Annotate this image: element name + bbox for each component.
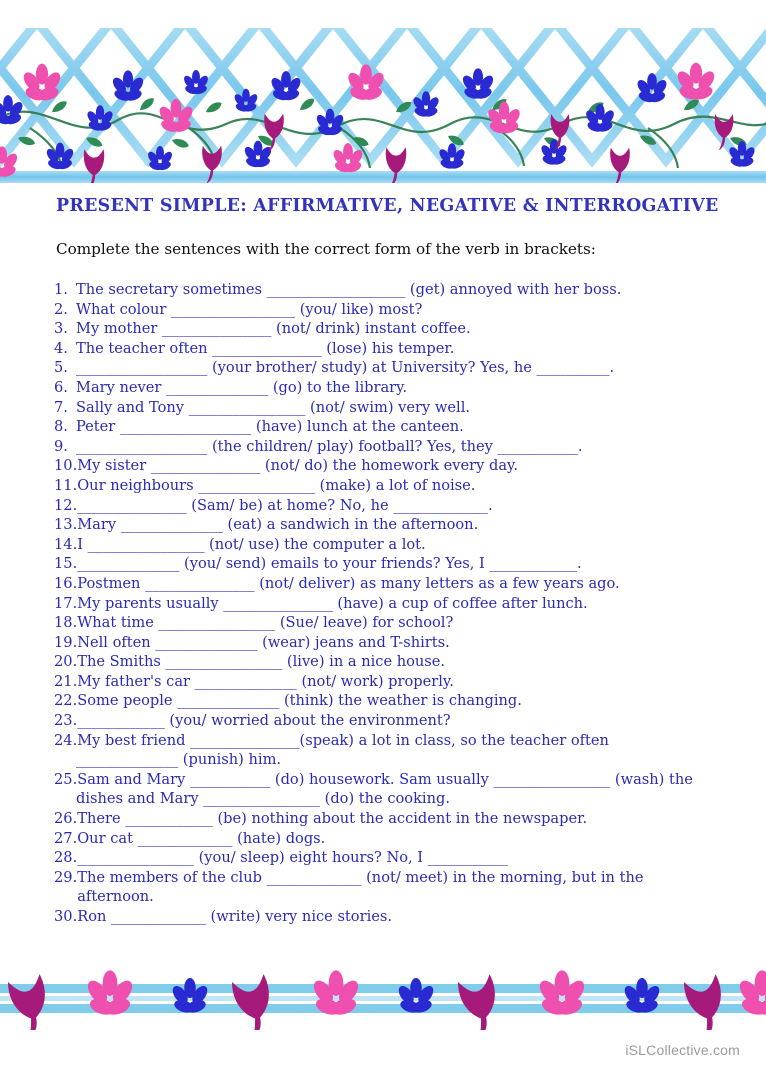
question-number: 23. xyxy=(54,712,78,730)
instructions-text: Complete the sentences with the correct form of the verb in brackets: xyxy=(56,240,596,258)
question-number: 26. xyxy=(54,810,78,828)
question-text: The members of the club _____________ (not/ meet) in the morning, but in the afternoon. xyxy=(77,868,644,906)
list-item xyxy=(54,339,720,359)
list-item xyxy=(54,731,720,751)
list-item xyxy=(54,437,720,457)
question-number: 12. xyxy=(54,496,78,514)
list-item xyxy=(54,378,720,398)
list-item xyxy=(54,417,720,437)
footer-floral-border xyxy=(0,962,766,1030)
question-text: My best friend _______________(speak) a lot in class, so the teacher often xyxy=(77,731,609,749)
question-text: Sam and Mary ___________ (do) housework. Sam usually ________________ (wash) the xyxy=(77,770,693,788)
question-text: ________________ (you/ sleep) eight hours? No, I ___________ xyxy=(77,849,508,867)
question-number: 25. xyxy=(54,770,78,788)
question-text: The teacher often _______________ (lose) his temper. xyxy=(76,339,455,357)
question-text: Mary ______________ (eat) a sandwich in the afternoon. xyxy=(77,516,479,534)
islcollective-watermark: iSLCollective.com xyxy=(625,1042,740,1058)
question-number: 19. xyxy=(54,633,78,651)
question-number: 14. xyxy=(54,535,78,553)
question-text: I ________________ (not/ use) the computer a lot. xyxy=(77,535,426,553)
question-number: 15. xyxy=(54,555,78,573)
question-number: 10. xyxy=(54,457,78,475)
question-text: Peter __________________ (have) lunch at the canteen. xyxy=(76,418,464,436)
list-item xyxy=(54,633,720,653)
list-item xyxy=(54,319,720,339)
list-item xyxy=(54,554,720,574)
list-item xyxy=(54,672,720,692)
list-item xyxy=(54,398,720,418)
list-item xyxy=(54,574,720,594)
question-number: 20. xyxy=(54,653,78,671)
header-floral-border xyxy=(0,28,766,183)
question-text: ______________ (you/ send) emails to your friends? Yes, I ____________. xyxy=(77,555,582,573)
question-text: Postmen _______________ (not/ deliver) as many letters as a few years ago. xyxy=(77,574,620,592)
list-item xyxy=(54,829,720,849)
list-item xyxy=(54,280,720,300)
question-number: 21. xyxy=(54,672,78,690)
list-item xyxy=(54,691,720,711)
question-text: Nell often ______________ (wear) jeans and T-shirts. xyxy=(77,633,450,651)
question-text: Sally and Tony ________________ (not/ swim) very well. xyxy=(76,398,471,416)
question-text: ____________ (you/ worried about the environment? xyxy=(77,712,451,730)
question-number: 22. xyxy=(54,692,78,710)
question-number: 27. xyxy=(54,829,78,847)
question-number: 2. xyxy=(54,300,68,318)
worksheet-body xyxy=(0,196,766,927)
list-item xyxy=(54,358,720,378)
question-text: My mother _______________ (not/ drink) instant coffee. xyxy=(76,320,471,338)
list-item xyxy=(54,613,720,633)
question-text: Mary never ______________ (go) to the library. xyxy=(76,378,408,396)
question-list xyxy=(54,280,720,927)
question-number: 7. xyxy=(54,398,68,416)
list-item xyxy=(54,594,720,614)
question-number: 6. xyxy=(54,378,68,396)
question-number: 29. xyxy=(54,868,78,886)
question-number: 30. xyxy=(54,908,78,925)
question-number: 13. xyxy=(54,516,78,534)
list-item xyxy=(54,711,720,731)
list-item xyxy=(54,476,720,496)
question-text: Some people ______________ (think) the weather is changing. xyxy=(77,692,522,710)
list-item xyxy=(54,535,720,555)
question-text: There ____________ (be) nothing about the accident in the newspaper. xyxy=(77,810,588,828)
question-number: 16. xyxy=(54,574,78,592)
question-number: 28. xyxy=(54,849,78,867)
list-item xyxy=(54,868,720,907)
question-text: What time ________________ (Sue/ leave) for school? xyxy=(77,614,454,632)
question-text: __________________ (your brother/ study) at University? Yes, he __________. xyxy=(76,359,615,377)
question-number: 3. xyxy=(54,320,68,338)
question-number: 17. xyxy=(54,594,78,612)
question-text: Ron _____________ (write) very nice stories. xyxy=(77,908,392,925)
question-text: What colour _________________ (you/ like) most? xyxy=(76,300,423,318)
list-item xyxy=(54,770,720,790)
list-item xyxy=(54,652,720,672)
question-text: My parents usually _______________ (have) a cup of coffee after lunch. xyxy=(77,594,588,612)
question-number: 24. xyxy=(54,731,78,749)
list-item xyxy=(54,515,720,535)
question-text: __________________ (the children/ play) football? Yes, they ___________. xyxy=(76,437,583,455)
question-number: 8. xyxy=(54,418,68,436)
question-text: Our cat _____________ (hate) dogs. xyxy=(77,829,326,847)
question-number: 11. xyxy=(54,476,78,494)
question-continuation: ______________ (punish) him. xyxy=(76,751,282,769)
question-text: The secretary sometimes ___________________ (get) annoyed with her boss. xyxy=(76,281,622,298)
list-item xyxy=(54,809,720,829)
list-item xyxy=(54,300,720,320)
question-number: 1. xyxy=(54,281,68,298)
list-item xyxy=(54,907,720,927)
question-number: 18. xyxy=(54,614,78,632)
list-item xyxy=(54,456,720,476)
question-text: My father's car ______________ (not/ work) properly. xyxy=(77,672,454,690)
question-text: The Smiths ________________ (live) in a nice house. xyxy=(77,653,446,671)
question-number: 9. xyxy=(54,437,68,455)
question-text: Our neighbours ________________ (make) a lot of noise. xyxy=(77,476,476,494)
list-item xyxy=(54,848,720,868)
page-title: PRESENT SIMPLE: AFFIRMATIVE, NEGATIVE & INTERROGATIVE xyxy=(56,196,719,216)
question-text: _______________ (Sam/ be) at home? No, he _____________. xyxy=(77,496,493,514)
question-number: 4. xyxy=(54,339,68,357)
list-item xyxy=(54,496,720,516)
question-number: 5. xyxy=(54,359,68,377)
question-continuation: dishes and Mary ________________ (do) the cooking. xyxy=(76,790,450,808)
question-text: My sister _______________ (not/ do) the homework every day. xyxy=(77,457,518,475)
